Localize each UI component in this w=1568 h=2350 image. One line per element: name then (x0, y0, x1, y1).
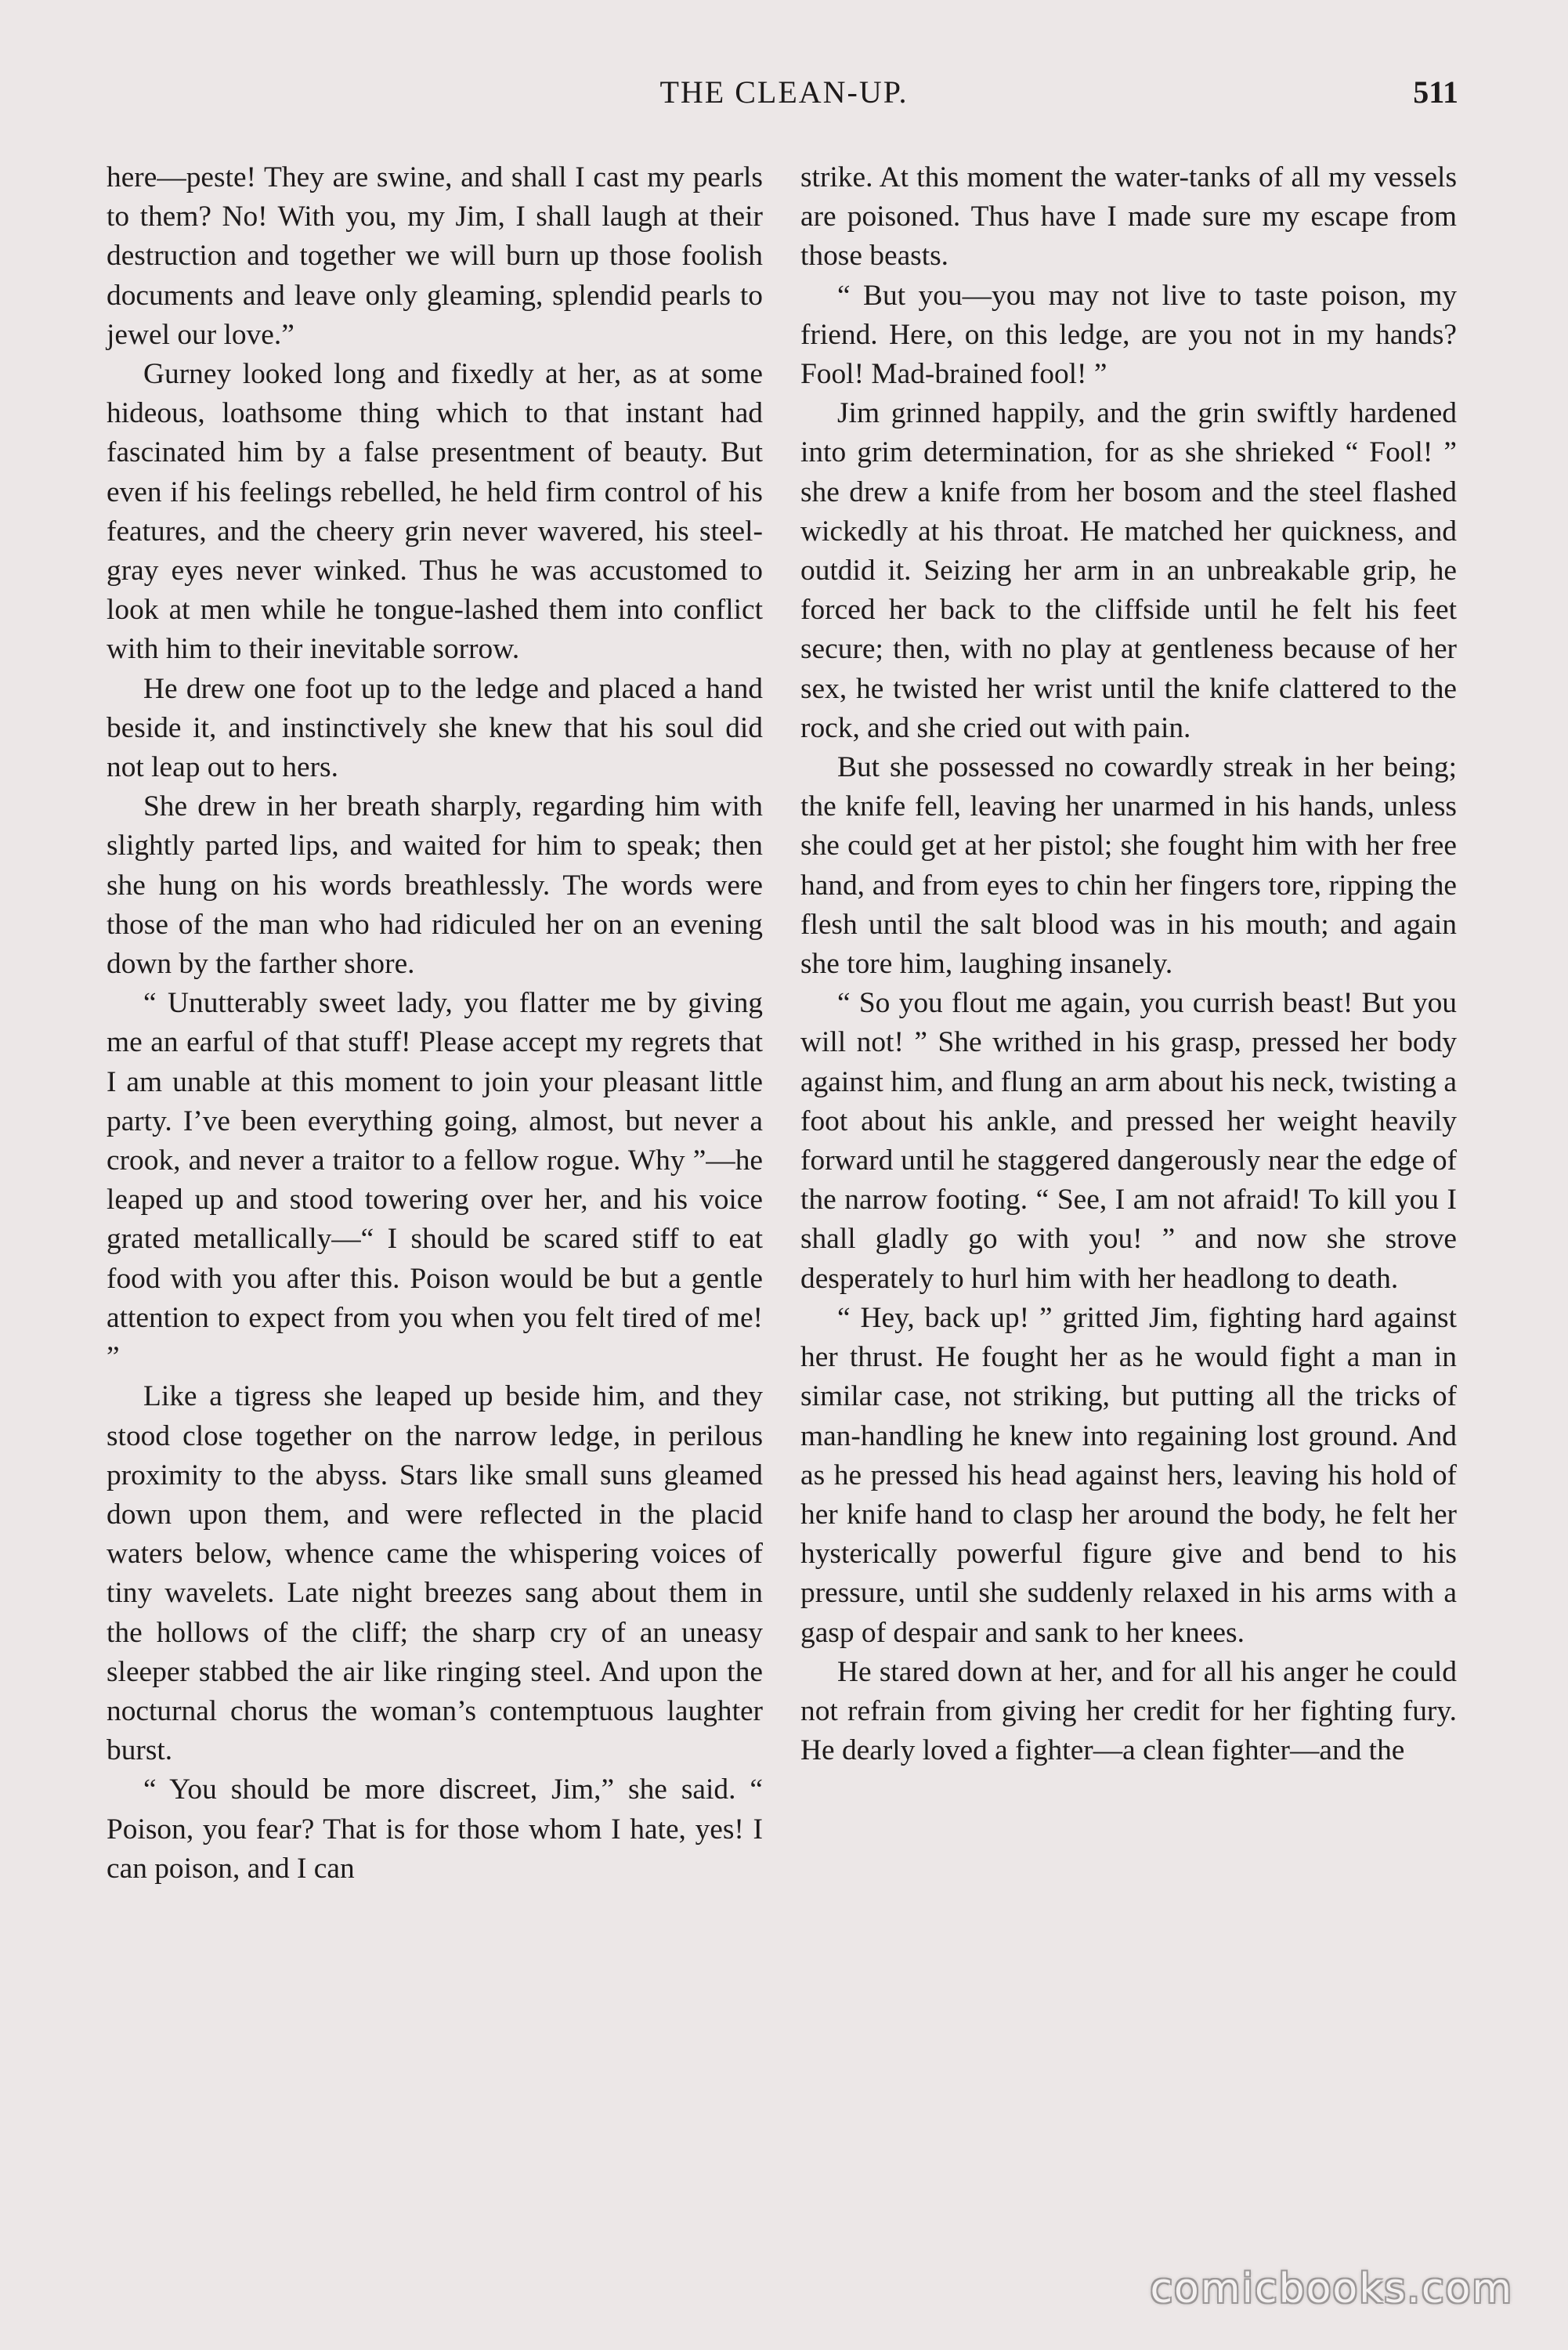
left-column (107, 158, 763, 1889)
page-header (0, 74, 1568, 121)
paragraph: She drew in her breath sharply, regarding him with slightly parted lips, and waited for him to speak; then she hung on his words breathlessly. The words were those of the man who had ridiculed her on an evening down by the farther shore. (107, 790, 763, 981)
paragraph: But she possessed no cowardly streak in her being; the knife fell, leaving her unarmed in his hands, unless she could get at her pistol; she fought him with her free hand, and from eyes to chin her fingers tore, ripping the flesh until the salt blood was in his mouth; and again she tore him, laughing insanely. (800, 751, 1457, 981)
paragraph: Jim grinned happily, and the grin swiftly hardened into grim determination, for as she shrieked “ Fool! ” she drew a knife from her bosom and the steel flashed wickedly at his throat. He matched her quickness, and outdid it. Seizing her arm in an unbreakable grip, he forced her back to the cliffside until he felt his feet secure; then, with no play at gentleness because of her sex, he twisted her wrist until the knife clattered to the rock, and she cried out with pain. (800, 397, 1457, 744)
paragraph: here—peste! They are swine, and shall I cast my pearls to them? No! With you, my Jim, I shall laugh at their destruction and together we will burn up those foolish documents and leave only gleaming, splendid pearls to jewel our love.” (107, 161, 763, 351)
watermark: comicbooks.com (1150, 2265, 1513, 2312)
paragraph: “ Unutterably sweet lady, you flatter me by giving me an earful of that stuff! Please accept my regrets that I am unable at this moment to join your pleasant little party. I’ve been everything going, almost, but never a crook, and never a traitor to a fellow rogue. Why ”—he leaped up and stood towering over her, and his voice grated metallically—“ I should be scared stiff to eat food with you after this. Poison would be but a gentle attention to expect from you when you felt tired of me! ” (107, 987, 763, 1374)
paragraph: He drew one foot up to the ledge and placed a hand beside it, and instinctively she knew that his soul did not leap out to hers. (107, 672, 763, 784)
paragraph: Like a tigress she leaped up beside him, and they stood close together on the narrow ledge, in perilous proximity to the abyss. Stars like small suns gleamed down upon them, and were reflected in the placid waters below, whence came the whispering voices of tiny wavelets. Late night breezes sang about them in the hollows of the cliff; the sharp cry of an uneasy sleeper stabbed the air like ringing steel. And upon the nocturnal chorus the woman’s contemptuous laughter burst. (107, 1380, 763, 1767)
paragraph: He stared down at her, and for all his anger he could not refrain from giving her credit for her fighting fury. He dearly loved a fighter—a clean fighter—and the (800, 1655, 1457, 1767)
paragraph: “ You should be more discreet, Jim,” she said. “ Poison, you fear? That is for those whom I hate, yes! I can poison, and I can (107, 1773, 763, 1885)
paragraph: strike. At this moment the water-tanks of all my vessels are poisoned. Thus have I made sure my escape from those beasts. (800, 161, 1457, 273)
page-number: 511 (1413, 74, 1458, 110)
paragraph: “ But you—you may not live to taste poison, my friend. Here, on this ledge, are you not in my hands? Fool! Mad-brained fool! ” (800, 279, 1457, 391)
paragraph: “ Hey, back up! ” gritted Jim, fighting hard against her thrust. He fought her as he would fight a man in similar case, not striking, but putting all the tricks of man-handling he knew into regaining lost ground. And as he pressed his head against hers, leaving his hold of her knife hand to clasp her around the body, he felt her hysterically powerful figure give and bend to his pressure, until she suddenly relaxed in his arms with a gasp of despair and sank to her knees. (800, 1301, 1457, 1649)
paragraph: “ So you flout me again, you currish beast! But you will not! ” She writhed in his grasp, pressed her body against him, and flung an arm about his neck, twisting a foot about his ankle, and pressed her weight heavily forward until he staggered dangerously near the edge of the narrow footing. “ See, I am not afraid! To kill you I shall gladly go with you! ” and now she strove desperately to hurl him with her headlong to death. (800, 987, 1457, 1295)
paragraph: Gurney looked long and fixedly at her, as at some hideous, loathsome thing which to that instant had fascinated him by a false presentment of beauty. But even if his feelings rebelled, he held firm control of his features, and the cheery grin never wavered, his steel-gray eyes never winked. Thus he was accustomed to look at men while he tongue-lashed them into conflict with him to their inevitable sorrow. (107, 358, 763, 666)
right-column (800, 158, 1457, 1770)
running-title: THE CLEAN-UP. (659, 74, 909, 110)
